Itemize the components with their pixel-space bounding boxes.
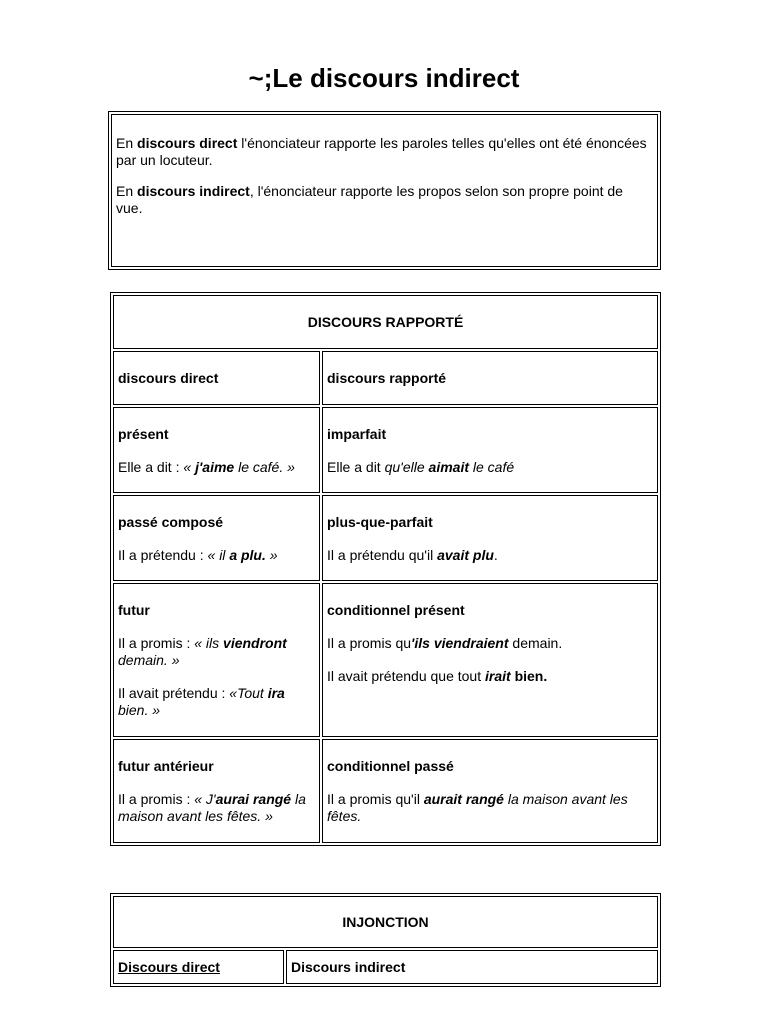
intro-text: En <box>116 183 138 199</box>
table-header: DISCOURS RAPPORTÉ <box>113 295 658 349</box>
sentence-fragment: j'aime <box>195 459 235 475</box>
example-sentence <box>327 459 653 476</box>
sentence-fragment: bien. » <box>118 702 161 718</box>
sentence-fragment: le café <box>469 459 515 475</box>
column-header-direct: discours direct <box>113 351 320 405</box>
table-cell <box>322 407 658 493</box>
sentence-fragment: « il <box>207 547 230 563</box>
sentence-fragment: la maison avant les fêtes. » <box>118 791 306 824</box>
example-sentence <box>327 547 653 564</box>
sentence-fragment: ira <box>267 685 285 701</box>
sentence-fragment: le café. » <box>234 459 295 475</box>
sentence-fragment: demain. » <box>118 652 180 668</box>
tense-label: passé composé <box>118 514 224 530</box>
sentence-fragment: a plu. <box>229 547 266 563</box>
sentence-fragment: . <box>493 547 498 563</box>
sentence-fragment: Il a promis qu <box>327 635 412 651</box>
sentence-fragment: « <box>183 459 196 475</box>
sentence-fragment: demain. <box>508 635 563 651</box>
tense-label: conditionnel passé <box>327 758 454 774</box>
table-cell <box>113 583 320 737</box>
example-sentence <box>118 547 315 564</box>
table-cell <box>322 739 658 843</box>
column-header-indirect: Discours indirect <box>286 950 658 984</box>
example-sentence <box>118 635 315 669</box>
example-sentence <box>118 791 315 825</box>
sentence-fragment: «Tout <box>229 685 268 701</box>
sentence-fragment: Il a prétendu : <box>118 547 208 563</box>
intro-text: , l'énonciateur rapporte les propos selon son propre point de vue. <box>116 183 623 216</box>
table-cell <box>113 495 320 581</box>
column-header-rapporte: discours rapporté <box>322 351 658 405</box>
tense-label: futur antérieur <box>118 758 214 774</box>
table-cell <box>113 739 320 843</box>
intro-text: En <box>116 135 138 151</box>
sentence-fragment: irait <box>485 668 511 684</box>
tense-label: plus-que-parfait <box>327 514 433 530</box>
tense-label: présent <box>118 426 169 442</box>
sentence-fragment: aurait rangé <box>423 791 504 807</box>
sentence-fragment: aimait <box>428 459 469 475</box>
sentence-fragment: viendront <box>223 635 287 651</box>
sentence-fragment: « J' <box>194 791 216 807</box>
example-sentence <box>118 459 315 476</box>
example-sentence <box>327 635 653 652</box>
intro-paragraph-indirect <box>116 183 653 217</box>
table-header: INJONCTION <box>113 896 658 948</box>
intro-text: l'énonciateur rapporte les paroles telles qu'elles ont été énoncées par un locuteur. <box>116 135 647 168</box>
example-sentence <box>118 685 315 719</box>
table-cell <box>322 495 658 581</box>
intro-box <box>108 111 661 270</box>
intro-paragraph-direct <box>116 135 653 169</box>
example-sentence <box>327 668 653 685</box>
sentence-fragment: » <box>265 547 278 563</box>
sentence-fragment: la maison avant les fêtes. <box>327 791 628 824</box>
table-cell <box>322 583 658 737</box>
sentence-fragment: Il avait prétendu : <box>118 685 230 701</box>
tense-label: futur <box>118 602 150 618</box>
column-header-direct <box>113 950 284 984</box>
sentence-fragment: Il avait prétendu que tout <box>327 668 485 684</box>
sentence-fragment: qu'elle <box>384 459 429 475</box>
sentence-fragment: 'ils viendraient <box>411 635 509 651</box>
sentence-fragment: aurai rangé <box>215 791 292 807</box>
injonction-table <box>110 893 661 987</box>
table-cell <box>113 407 320 493</box>
sentence-fragment: Il a promis qu'il <box>327 791 424 807</box>
sentence-fragment: bien. <box>510 668 548 684</box>
page-title: ~;Le discours indirect <box>248 63 520 93</box>
tense-label: imparfait <box>327 426 387 442</box>
sentence-fragment: « ils <box>194 635 224 651</box>
column-header-direct-label: Discours direct <box>118 958 220 975</box>
example-sentence <box>327 791 653 825</box>
sentence-fragment: Il a promis : <box>118 635 195 651</box>
sentence-fragment: Elle a dit <box>327 459 385 475</box>
discours-rapporte-table <box>110 292 661 846</box>
intro-term-direct: discours direct <box>137 135 238 151</box>
intro-term-indirect: discours indirect <box>137 183 250 199</box>
sentence-fragment: avait plu <box>437 547 494 563</box>
sentence-fragment: Il a prétendu qu'il <box>327 547 438 563</box>
sentence-fragment: Elle a dit : <box>118 459 184 475</box>
tense-label: conditionnel présent <box>327 602 465 618</box>
sentence-fragment: Il a promis : <box>118 791 195 807</box>
